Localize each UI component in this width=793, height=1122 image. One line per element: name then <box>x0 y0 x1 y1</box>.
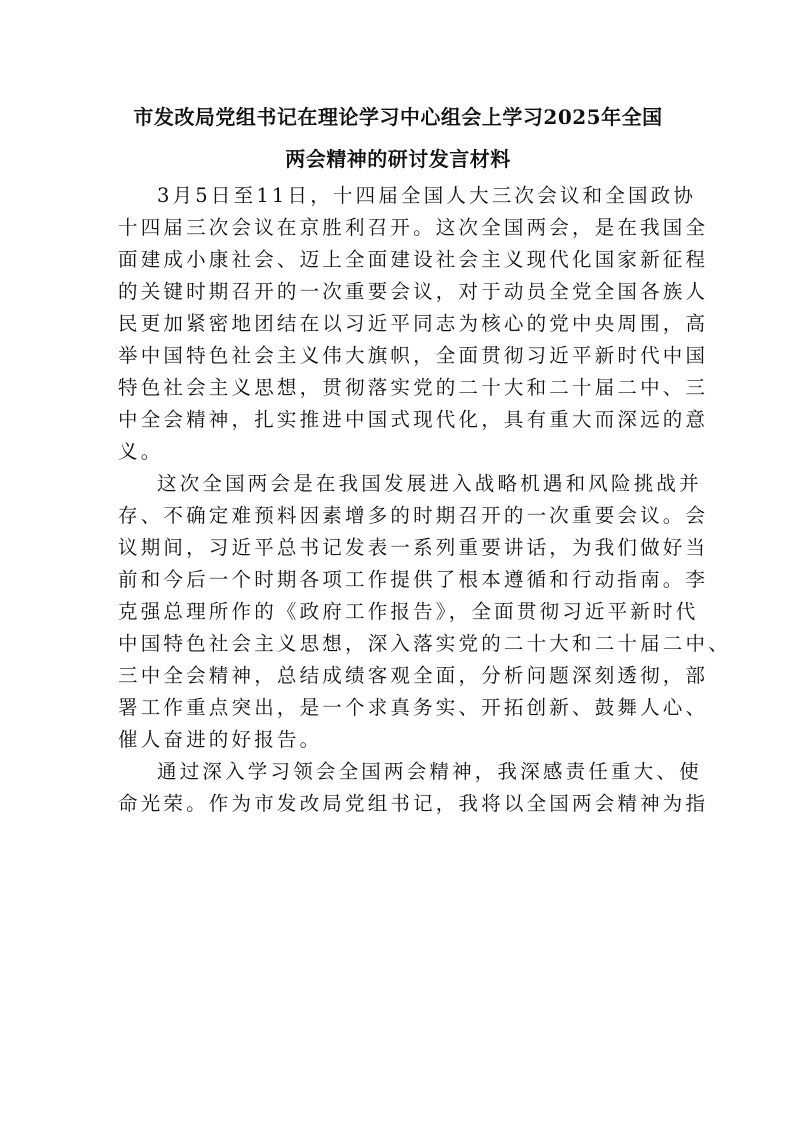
paragraph-line: 三中全会精神，总结成绩客观全面，分析问题深刻透彻，部 <box>118 664 709 687</box>
paragraph-line: 3月5日至11日，十四届全国人大三次会议和全国政协 <box>157 184 697 207</box>
paragraph-2 <box>118 468 731 756</box>
paragraph-line: 这次全国两会是在我国发展进入战略机遇和风险挑战并 <box>157 472 702 495</box>
title-line-1: 市发改局党组书记在理论学习中心组会上学习2025年全国 <box>133 105 663 129</box>
document-title <box>118 96 678 180</box>
paragraph-line: 义。 <box>118 440 164 463</box>
paragraph-line: 前和今后一个时期各项工作提供了根本遵循和行动指南。李 <box>118 568 709 591</box>
paragraph-line: 克强总理所作的《政府工作报告》，全面贯彻习近平新时代 <box>118 600 699 623</box>
paragraph-1 <box>118 180 709 468</box>
paragraph-line: 中全会精神，扎实推进中国式现代化，具有重大而深远的意 <box>118 408 709 431</box>
document-page <box>118 96 731 820</box>
paragraph-line: 民更加紧密地团结在以习近平同志为核心的党中央周围，高 <box>118 312 709 335</box>
paragraph-line: 十四届三次会议在京胜利召开。这次全国两会，是在我国全 <box>118 216 709 239</box>
paragraph-line: 面建成小康社会、迈上全面建设社会主义现代化国家新征程 <box>118 248 709 271</box>
paragraph-line: 举中国特色社会主义伟大旗帜，全面贯彻习近平新时代中国 <box>118 344 709 367</box>
paragraph-3 <box>118 756 709 820</box>
paragraph-line: 议期间，习近平总书记发表一系列重要讲话，为我们做好当 <box>118 536 709 559</box>
paragraph-line: 中国特色社会主义思想，深入落实党的二十大和二十届二中、 <box>118 632 731 655</box>
title-line-2: 两会精神的研讨发言材料 <box>285 147 511 171</box>
paragraph-line: 通过深入学习领会全国两会精神，我深感责任重大、使 <box>157 760 702 783</box>
paragraph-line: 催人奋进的好报告。 <box>118 728 323 751</box>
paragraph-line: 署工作重点突出，是一个求真务实、开拓创新、鼓舞人心、 <box>118 696 709 719</box>
paragraph-line: 的关键时期召开的一次重要会议，对于动员全党全国各族人 <box>118 280 709 303</box>
paragraph-line: 命光荣。作为市发改局党组书记，我将以全国两会精神为指 <box>118 792 709 815</box>
paragraph-line: 存、不确定难预料因素增多的时期召开的一次重要会议。会 <box>118 504 709 527</box>
paragraph-line: 特色社会主义思想，贯彻落实党的二十大和二十届二中、三 <box>118 376 709 399</box>
